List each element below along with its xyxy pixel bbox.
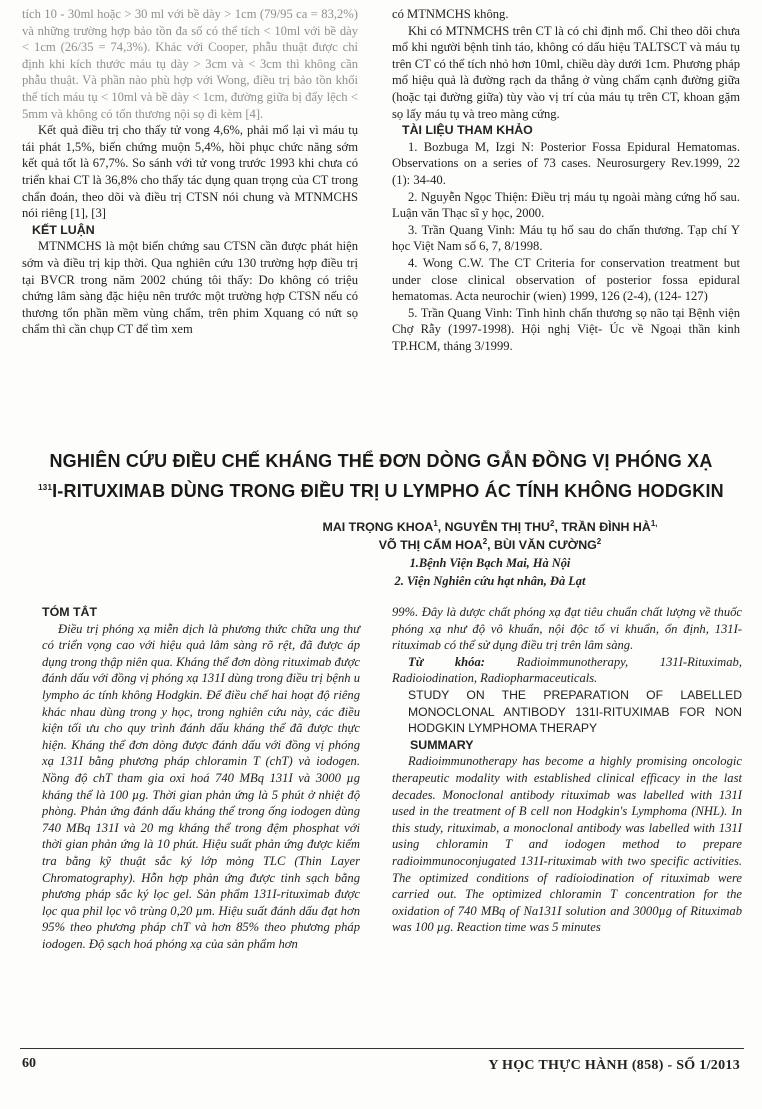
- abstract-text: Điều trị phóng xạ miễn dịch là phương thức chữa ung thư có triển vọng cao với hiệu quả lâm sàng rõ rệt, đã được áp dụng trong thập niên qua. Kháng thể đơn dòng rituximab được đánh dấu với đồng vị phóng xạ 131I dùng trong điều trị bệnh u lympho ác tính không Hodgkin. Để điều chế hai hoạt độ riêng khác nhau dùng trong y học, trong nghiên cứu này, các điều kiện tối ưu cho quy trình đánh dấu kháng thể đã được thực hiện. Kháng thể đơn dòng được đánh dấu với đồng vị phóng xạ 131I bằng phương pháp chloramin T (chT) và iodogen. Nồng độ chT tham gia oxi hoá 740 MBq 131I và 3000 µg kháng thể là 100 µg. Thời gian phản ứng là 5 phút ở nhiệt độ phòng. Phản ứng đánh dấu kháng thể trong ống iodogen dùng 740 MBq 131I và 20 mg kháng thể trong đệm phosphat với thời gian phản ứng là 10 phút. Hiệu suất phản ứng được kiểm tra bằng kỹ thuật sắc ký lớp mỏng TLC (Thin Layer Chromatography). Hỗn hợp phản ứng được tinh sạch bằng phương pháp sắc ký lọc gel. Sản phẩm 131I-rituximab được lọc qua phil lọc vô trùng 0,20 µm. Hiệu suất đánh dấu đạt hơn 95% theo phương pháp chT và hơn 85% theo phương pháp iodogen. Độ sạch hoá phóng xạ của sản phẩm hơn: [42, 621, 360, 951]
- abstract-text: 99%. Đây là dược chất phóng xạ đạt tiêu chuẩn chất lượng về thuốc phóng xạ như độ vô khuẩn, nội độc tố vi khuẩn, ổn định, 131I-rituximab có thể sử dụng điều trị trên lâm sàng.: [392, 605, 742, 653]
- page-number: 60: [22, 1056, 36, 1071]
- paragraph: tích 10 - 30ml hoặc > 30 ml với bề dày > 1cm (79/95 ca = 83,2%) và những trường hợp bảo tồn đa số có thể tích < 10ml với bề dày < 1cm (26/35 = 74,3%). Khác với Cooper, phẫu thuật được chỉ định khi kích thước máu tụ dày > 3cm và < 3cm thì không cần phẫu thuật. Và phần nào phù hợp với Wong, điều trị bảo tồn khối thể tích máu tụ < 10ml và bề dày < 1cm, đường giữa bị đẩy lệch < 5mm và không có tổn thương nội sọ đi kèm [4].: [22, 7, 358, 121]
- keywords-text: Radioimmunotherapy, 131I-Rituximab, Radioiodination, Radiopharmaceuticals.: [392, 654, 742, 686]
- paragraph: có MTNMCHS không.: [392, 7, 509, 21]
- abstract-right-column: [392, 604, 742, 936]
- section-heading: TÀI LIỆU THAM KHẢO: [402, 123, 533, 138]
- title-line-2: [20, 476, 742, 506]
- author-line-2: [240, 536, 740, 554]
- footer-divider: [20, 1048, 744, 1049]
- top-right-column: [392, 6, 740, 354]
- section-heading: SUMMARY: [410, 737, 474, 752]
- keywords-label: Từ khóa:: [408, 654, 485, 669]
- journal-name: Y HỌC THỰC HÀNH (858) - SỐ 1/2013: [488, 1058, 740, 1073]
- affiliation-marker: 2: [596, 536, 602, 546]
- abstract-vietnamese-column: [42, 604, 360, 952]
- reference-item: 5. Trần Quang Vinh: Tình hình chấn thương sọ não tại Bệnh viện Chợ Rẫy (1997-1998). Hội nghị Việt- Úc về Ngoại thần kinh TP.HCM, tháng 3/1999.: [392, 305, 740, 353]
- paragraph: MTNMCHS là một biến chứng sau CTSN cần được phát hiện sớm và điều trị kịp thời. Qua nghiên cứu 130 trường hợp điều trị tại BVCR trong năm 2002 chúng tôi thấy: Do không có triệu chứng lâm sàng đặc hiệu nên trước một trường hợp CTSN nếu có thương tổn phần mềm vùng chẩm, trên phim Xquang có nứt sọ chẩm thì cần chụp CT để tìm xem: [22, 239, 358, 337]
- reference-item: 4. Wong C.W. The CT Criteria for conservation treatment but under close clinical observation of posterior fossa epidural hematomas. Acta neurochir (wien) 1999, 126 (2-4), (124- 127): [392, 255, 740, 304]
- affiliation-marker: 1: [433, 518, 438, 528]
- author-name: , BÙI VĂN CƯỜNG: [487, 538, 597, 552]
- author-block: [240, 518, 740, 590]
- affiliation-marker: 2: [550, 518, 555, 528]
- author-name: , TRẦN ĐÌNH HÀ: [554, 520, 651, 534]
- section-heading: TÓM TẮT: [42, 605, 98, 619]
- summary-text: Radioimmunotherapy has become a highly promising oncologic therapeutic modality with established clinical efficacy in the last decades. Monoclonal antibody rituximab was labelled with 131I used in the treatment of B cell non Hodgkin's Lymphoma (NHL). In this study, rituximab, a monoclonal antibody was labelled with 131I using chloramin T and iodogen method to prepare radioimmunoconjugated 131I-rituximab with two specific activities. The optimized conditions of radioiodination of rituximab were carried out. The optimized chloramin T concentration for the oxidation of 740 MBq of Na131I solution and 3000µg of Rituximab was 100 µg. Reaction time was 5 minutes: [392, 754, 742, 935]
- affiliation-marker: 1,: [650, 518, 658, 528]
- title-line-2-text: I-RITUXIMAB DÙNG TRONG ĐIỀU TRỊ U LYMPHO ÁC TÍNH KHÔNG HODGKIN: [52, 481, 724, 501]
- section-heading: KẾT LUẬN: [32, 222, 95, 237]
- author-name: VÕ THỊ CẨM HOA: [378, 538, 483, 552]
- keywords: [392, 654, 742, 687]
- reference-item: 1. Bozbuga M, Izgi N: Posterior Fossa Epidural Hematomas. Observations on a series of 73 cases. Neurosurgery Rev.1999, 22 (1): 34-40.: [392, 139, 740, 187]
- article-title: [20, 446, 742, 506]
- english-title: STUDY ON THE PREPARATION OF LABELLED MONOCLONAL ANTIBODY 131I-RITUXIMAB FOR NON HODGKIN LYMPHOMA THERAPY: [408, 687, 742, 736]
- affiliation-marker: 2: [482, 536, 488, 546]
- author-name: MAI TRỌNG KHOA: [322, 520, 434, 534]
- affiliation-2: 2. Viện Nghiên cứu hạt nhân, Đà Lạt: [394, 574, 586, 588]
- author-name: , NGUYỄN THỊ THU: [437, 520, 550, 534]
- top-left-column: [22, 6, 358, 338]
- reference-item: 3. Trần Quang Vinh: Máu tụ hố sau do chấn thương. Tạp chí Y học Việt Nam số 6, 7, 8/1998.: [392, 222, 740, 254]
- reference-item: 2. Nguyễn Ngọc Thiện: Điều trị máu tụ ngoài màng cứng hố sau. Luận văn Thạc sĩ y học, 2000.: [392, 189, 740, 221]
- paragraph: Kết quả điều trị cho thấy tử vong 4,6%, phải mổ lại vì máu tụ tái phát 1,5%, biến chứng muộn 5,4%, hồi phục chức năng sớm kết quả tốt là 67,7%. So sánh với tử vong trước 1993 khi chưa có triển khai CT là 36,8% cho thấy tác dụng quan trọng của CT trong chẩn đoán, theo dõi và điều trị CTSN nói chung và MTNMCHS nói riêng [1], [3]: [22, 123, 358, 221]
- isotope-superscript: 131: [38, 483, 53, 492]
- author-line-1: [240, 518, 740, 536]
- affiliation-1: 1.Bệnh Viện Bạch Mai, Hà Nội: [409, 556, 571, 570]
- title-line-1: NGHIÊN CỨU ĐIỀU CHẾ KHÁNG THỂ ĐƠN DÒNG GẮN ĐỒNG VỊ PHÓNG XẠ: [49, 451, 713, 471]
- paragraph: Khi có MTNMCHS trên CT là có chỉ định mổ. Chỉ theo dõi chưa mổ khi người bệnh tỉnh táo, không có dấu hiệu TALTSCT và máu tụ trên CT có thể tích nhỏ hơn 10ml, chiều dày dưới 1cm. Phương pháp mổ hiệu quả là đường rạch da thẳng ở vùng chẩm cạnh đường giữa (hoặc tại đường giữa) tùy vào vị trí của máu tụ trên CT, khoan gặm sọ lấy máu tụ và treo màng cứng.: [392, 23, 740, 121]
